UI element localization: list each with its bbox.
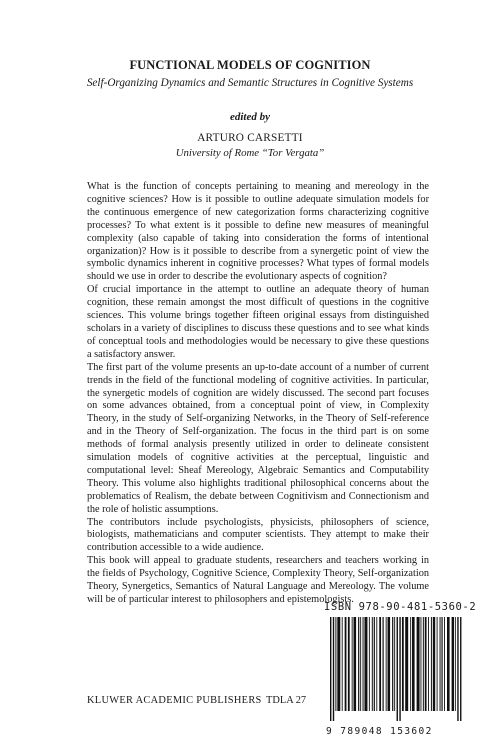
barcode-bar <box>354 617 357 711</box>
book-subtitle: Self-Organizing Dynamics and Semantic Structures in Cognitive Systems <box>86 77 414 89</box>
barcode-bar <box>431 617 432 711</box>
barcode-bar <box>428 617 429 711</box>
barcode-bar <box>397 617 398 721</box>
barcode-image <box>328 617 496 721</box>
editor-affiliation: University of Rome “Tor Vergata” <box>175 147 325 159</box>
series-code: TDLA 27 <box>266 695 307 706</box>
barcode-bar <box>399 617 400 721</box>
blurb-paragraph: Of crucial importance in the attempt to outline an adequate theory of human cognition, these remain amongst the most difficult of questions in the cognitive sciences. This volume brings together fifteen original essays from distinguished scholars in a variety of disciplines to discuss these questions and to see what kinds of conceptual tools and methodologies would be necessary to give these questions a satisfactory answer. <box>87 284 429 360</box>
barcode-bar <box>348 617 350 711</box>
barcode-number: 9 789048 153602 <box>326 726 433 737</box>
barcode-bar <box>379 617 381 711</box>
edited-by-label: edited by <box>229 111 270 123</box>
barcode-bar <box>440 617 441 711</box>
barcode-bar <box>423 617 424 711</box>
barcode-bar <box>433 617 435 711</box>
isbn-label: ISBN 978-90-481-5360-2 <box>324 601 477 613</box>
barcode-bar <box>342 617 343 711</box>
barcode-bar <box>358 617 359 711</box>
barcode-bar <box>460 617 461 721</box>
barcode-bar <box>421 617 422 711</box>
barcode-bar <box>447 617 450 711</box>
blurb-paragraph: The contributors include psychologists, physicists, philosophers of science, biologists, mathematicians and computer scientists. They attempt to make their contribution accessible to a wide audience. <box>87 516 429 554</box>
barcode-bar <box>337 617 340 711</box>
barcode-bar <box>455 617 456 711</box>
barcode-bar <box>364 617 367 711</box>
barcode-bar <box>330 617 331 721</box>
barcode-bar <box>369 617 370 711</box>
barcode-bar <box>412 617 415 711</box>
barcode-bar <box>392 617 393 711</box>
barcode-bar <box>333 617 334 721</box>
barcode-bar <box>360 617 361 711</box>
barcode-bar <box>335 617 336 711</box>
blurb <box>87 181 429 607</box>
barcode-bar <box>352 617 353 711</box>
book-title: FUNCTIONAL MODELS OF COGNITION <box>129 58 371 72</box>
barcode-bar <box>372 617 373 711</box>
barcode-bar <box>441 617 442 711</box>
barcode-block <box>324 601 500 737</box>
barcode-bar <box>417 617 420 711</box>
barcode-bar <box>457 617 458 721</box>
barcode-bar <box>405 617 408 711</box>
barcode-bar <box>386 617 387 711</box>
blurb-paragraph: This book will appeal to graduate students, researchers and teachers working in the fields of Psychology, Cognitive Science, Complexity Theory, Self-organization Theory, Synergetics, Semantics of Natural Language and Mereology. The volume will be of particular interest to philosophers and epistemologists. <box>87 555 429 605</box>
publisher-name: KLUWER ACADEMIC PUBLISHERS <box>87 695 262 706</box>
barcode-bar <box>425 617 427 711</box>
title-block <box>0 58 500 159</box>
barcode-bar <box>374 617 375 711</box>
barcode-bar <box>376 617 377 711</box>
barcode-bar <box>444 617 445 711</box>
barcode-bar <box>402 617 404 711</box>
barcode-bar <box>410 617 411 711</box>
barcode-bar <box>452 617 454 711</box>
barcode-bar <box>394 617 395 711</box>
barcode-bar <box>363 617 364 711</box>
editor-name: ARTURO CARSETTI <box>197 132 303 144</box>
barcode-bar <box>437 617 438 711</box>
barcode-bar <box>345 617 347 711</box>
blurb-paragraph: The first part of the volume presents an up-to-date account of a number of current trends in the field of the functional modeling of cognitive activities. In particular, the synergetic models of cognition are widely discussed. The second part focuses on some advances obtained, from a conceptual point of view, in Complexity Theory, in the study of Self-organizing Networks, in the Theory of Self-reference and in the Theory of Self-organization. The focus in the third part is on some methods of formal analysis presently utilized in order to delineate consistent simulation models of cognitive activities at the perceptual, linguistic and computational level: Sheaf Mereology, Algebraic Semantics and Computability Theory. This volume also highlights traditional philosophical concerns about the problematics of Realism, the debate between Cognitivism and Connectionism and the role of holistic assumptions. <box>87 361 429 515</box>
blurb-paragraph: What is the function of concepts pertaining to meaning and mereology in the cognitive sciences? How is it possible to outline adequate simulation models for the continuous emergence of new categorization forms characterizing cognitive processes? To what extent is it possible to define new measures of meaningful complexity (also capable of taking into consideration the forms of intentional organization)? How is it possible to describe from a synergetic point of view the symbolic dynamics inherent in cognitive processes? What types of formal models should we use in order to describe the evolutionary aspects of cognition? <box>87 181 429 283</box>
barcode-bar <box>383 617 384 711</box>
barcode-bar <box>388 617 391 711</box>
